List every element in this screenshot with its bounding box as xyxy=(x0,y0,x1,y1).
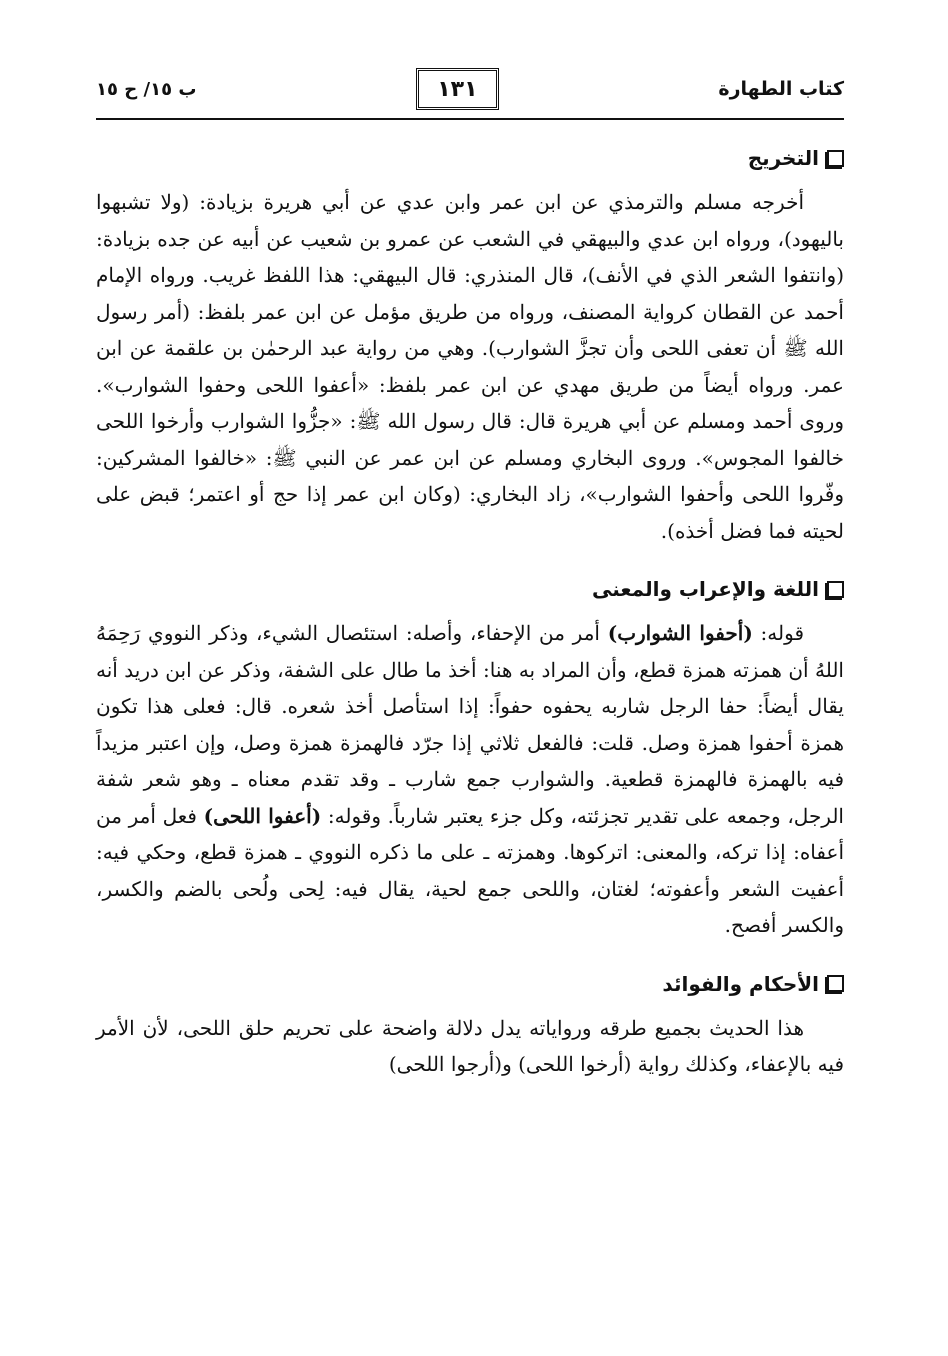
section-paragraph: هذا الحديث بجميع طرقه ورواياته يدل دلالة واضحة على تحريم حلق اللحى، لأن الأمر فيه بالإعفاء، وكذلك رواية (أرخوا اللحى) و(أرجوا اللحى) xyxy=(96,1015,844,1076)
paragraph-text: أمر من الإحفاء، وأصله: استئصال الشيء، وذكر النووي رَحِمَهُ اللهُ أن همزته همزة قطع، وأن المراد به هنا: أخذ ما طال على الشفة، وذكر عن ابن دريد أنه يقال أيضاً: حفا الرجل شاربه يحفوه حفواً: إذا استأصل أخذ شعره. قال: فعلى هذا تكون همزة أحفوا همزة وصل. قلت: فالفعل ثلاثي إذا جرّد فالهمزة همزة وصل، وإن اعتبر مزيداً فيه بالهمزة فالهمزة قطعية. والشوارب جمع شارب ـ وقد تقدم معناه ـ وهو شعر شفة الرجل، وجمعه على تقدير تجزئته، وكل جزء يعتبر شارباً. وقوله: xyxy=(96,621,844,828)
section-title: الأحكام والفوائد xyxy=(662,971,819,996)
section-paragraph xyxy=(96,615,844,944)
section-title: اللغة والإعراب والمعنى xyxy=(591,577,819,601)
section-heading xyxy=(96,958,844,1010)
section-paragraph: أخرجه مسلم والترمذي عن ابن عمر وابن عدي عن أبي هريرة بزيادة: (ولا تشبهوا باليهود)، ورواه ابن عدي والبيهقي في الشعب عن عمرو بن شعيب عن أبيه عن جده بزيادة: (وانتفوا الشعر الذي في الأنف)، قال المنذري: قال البيهقي: هذا اللفظ غريب. ورواه الإمام أحمد عن القطان كرواية المصنف، ورواه من طريق مؤمل عن ابن عمر بلفظ: (أمر رسول الله ﷺ أن تعفى اللحى وأن تجزَّ الشوارب). وهي من رواية عبد الرحمٰن بن علقمة عن ابن عمر. ورواه أيضاً من طريق مهدي عن ابن عمر بلفظ: «أعفوا اللحى وحفوا الشوارب». وروى أحمد ومسلم عن أبي هريرة قال: قال رسول الله ﷺ: «جزُّوا الشوارب وأرخوا اللحى خالفوا المجوس». وروى البخاري ومسلم عن ابن عمر عن النبي ﷺ: «خالفوا المشركين: وفّروا اللحى وأحفوا الشوارب»، زاد البخاري: (وكان ابن عمر إذا حج أو اعتمر؛ قبض على لحيته فما فضل أخذه). xyxy=(96,190,845,543)
section-heading xyxy=(96,132,844,184)
square-bullet-icon xyxy=(827,581,844,598)
square-bullet-icon xyxy=(827,150,844,167)
section-title: التخريج xyxy=(747,146,819,170)
hadith-reference: ب ١٥/ ح ١٥ xyxy=(96,78,197,100)
section-heading xyxy=(96,563,844,615)
quoted-term: (أعفوا اللحى) xyxy=(203,803,322,828)
quoted-term: (أحفوا الشوارب) xyxy=(607,621,753,645)
page-number: ١٣١ xyxy=(437,76,478,102)
paragraph-text: فعل أمر من أعفاه: إذا تركه، والمعنى: اتركوها. وهمزته ـ على ما ذكره النووي ـ همزة قطع، وحكي فيه: أعفيت الشعر وأعفوته؛ لغتان، واللحى جمع لحية، يقال فيه: لِحى ولُحى بالضم والكسر، والكسر أفصح. xyxy=(96,803,844,937)
square-bullet-icon xyxy=(827,975,844,992)
page-header xyxy=(96,60,844,118)
section-rulings xyxy=(96,958,844,1083)
paragraph-text: قوله: xyxy=(752,621,805,645)
running-title: كتاب الطهارة xyxy=(718,78,844,100)
section-language xyxy=(96,563,844,944)
page-content xyxy=(96,132,844,1083)
header-rule xyxy=(96,118,844,120)
page-number-frame xyxy=(416,68,498,110)
section-takhrij xyxy=(96,132,844,549)
